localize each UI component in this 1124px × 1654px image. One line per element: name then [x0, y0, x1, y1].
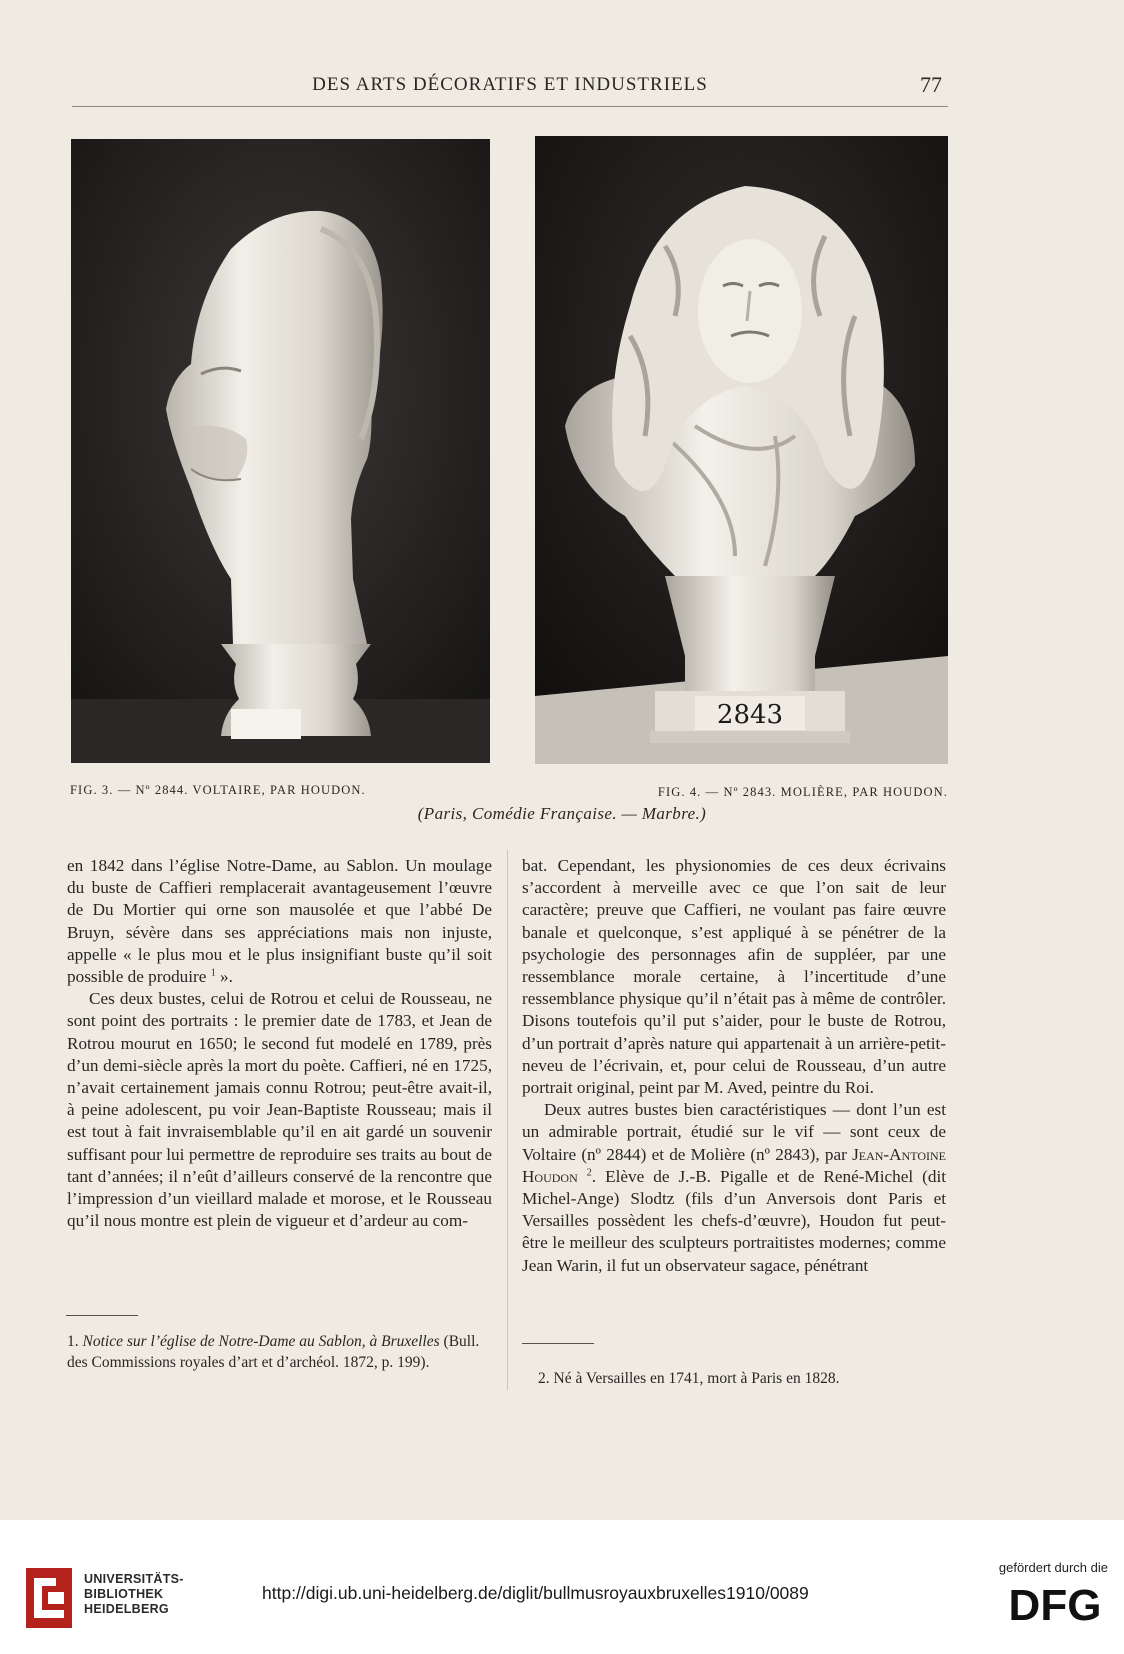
left-paragraph-1: en 1842 dans l’église Notre-Dame, au Sablon. Un moulage du buste de Caffieri remplacerait avantageusement l’œuvre de Du Mortier qui orne son mausolée et que l’abbé De Bruyn, sévère dans ses appréciations mais non injuste, appelle « le plus mou et le plus insignifiant buste qu’il soit possible de produire $^1$ ».: [67, 856, 492, 987]
figure-3-caption: FIG. 3. — Nº 2844. VOLTAIRE, PAR HOUDON.: [70, 783, 366, 797]
left-column: [67, 855, 492, 1232]
right-paragraph-1: bat. Cependant, les physionomies de ces deux écrivains s’accordent à merveille avec ce que l’on sait de leur caractère; preuve que Caffieri, ne voulant pas faire œuvre banale et quelconque, s’est appliqué à se pénétrer de la psychologie des personnages afin de suppléer, par une ressemblance morale certaine, à l’incertitude d’une ressemblance physique qu’il n’était pas à même de contrôler. Disons toutefois qu’il put s’aider, pour le buste de Rotrou, d’un portrait d’après nature qui appartenait à un arrière-petit-neveu de l’écrivain, et, pour celui de Rousseau, d’un autre portrait original, peint par M. Aved, peintre du Roi.: [522, 856, 946, 1098]
figures-shared-caption: (Paris, Comédie Française. — Marbre.): [417, 804, 707, 823]
digitization-footer: [0, 1520, 1124, 1654]
footnote-ref-2: 2: [586, 1167, 592, 1179]
left-paragraph-2: Ces deux bustes, celui de Rotrou et celui de Rousseau, ne sont point des portraits : le premier date de 1783, et Jean de Rotrou mourut en 1650; le second fut modelé en 1789, près d’un demi-siècle après la mort du poète. Caffieri, né en 1725, n’avait certainement jamais connu Rotrou; peut-être avait-il, à peine adolescent, pu voir Jean-Baptiste Rousseau; mais il est tout à fait invraisemblable qu’il en ait gardé un souvenir suffisant pour lui permettre de reproduire ses traits au bout de tant d’années; il n’eût d’ailleurs conservé de la rencontre que l’impression d’un vieillard malade et morose, et le Rousseau qu’il nous montre est plein de vigueur et d’ardeur au com-: [67, 989, 492, 1231]
footnote-1: 1. Notice sur l’église de Notre-Dame au Sablon, à Bruxelles (Bull. des Commissions royales d’art et d’archéol. 1872, p. 199).: [67, 1333, 480, 1371]
moliere-bust-photo: [535, 136, 948, 764]
plinth-number: 2843: [716, 700, 784, 730]
column-divider: [507, 850, 508, 1390]
sculptor-name: Jean-Antoine Houdon: [522, 1144, 946, 1186]
footnote-rule-right: [522, 1343, 594, 1344]
page-number: 77: [920, 72, 942, 97]
dfg-logo-icon: [1002, 1578, 1108, 1626]
funding-label: gefördert durch die: [998, 1560, 1108, 1575]
svg-text:DFG: DFG: [1008, 1581, 1102, 1626]
footnote-2: 2. Né à Versailles en 1741, mort à Paris en 1828.: [538, 1370, 840, 1387]
voltaire-bust-photo: [71, 139, 490, 763]
footnote-ref-1: 1: [210, 967, 216, 979]
right-paragraph-2: Deux autres bustes bien caractéristiques — dont l’un est un admirable portrait, étudié sur le vif — sont ceux de Voltaire (nº 2844) et de Molière (nº 2843), par Jean-Antoine Houdon $^2$. Elève de J.-B. Pigalle et de René-Michel (dit Michel-Ange) Slodtz (fils d’un Anversois dont Paris et Versailles possèdent les chefs-d’œuvre), Houdon fut peut-être le meilleur des sculpteurs portraitistes modernes; comme Jean Warin, il fut un observateur sagace, pénétrant: [522, 1100, 947, 1275]
right-column: [522, 855, 946, 1277]
running-title: DES ARTS DÉCORATIFS ET INDUSTRIELS: [312, 74, 708, 95]
footnote-rule-left: [66, 1315, 138, 1316]
university-library-logo-icon: [26, 1568, 72, 1628]
library-name: UNIVERSITÄTS- BIBLIOTHEK HEIDELBERG: [84, 1572, 184, 1616]
source-url-link[interactable]: http://digi.ub.uni-heidelberg.de/diglit/bullmusroyauxbruxelles1910/0089: [262, 1583, 809, 1603]
running-header: [72, 72, 948, 107]
figure-4-caption: FIG. 4. — Nº 2843. MOLIÈRE, PAR HOUDON.: [657, 785, 948, 799]
